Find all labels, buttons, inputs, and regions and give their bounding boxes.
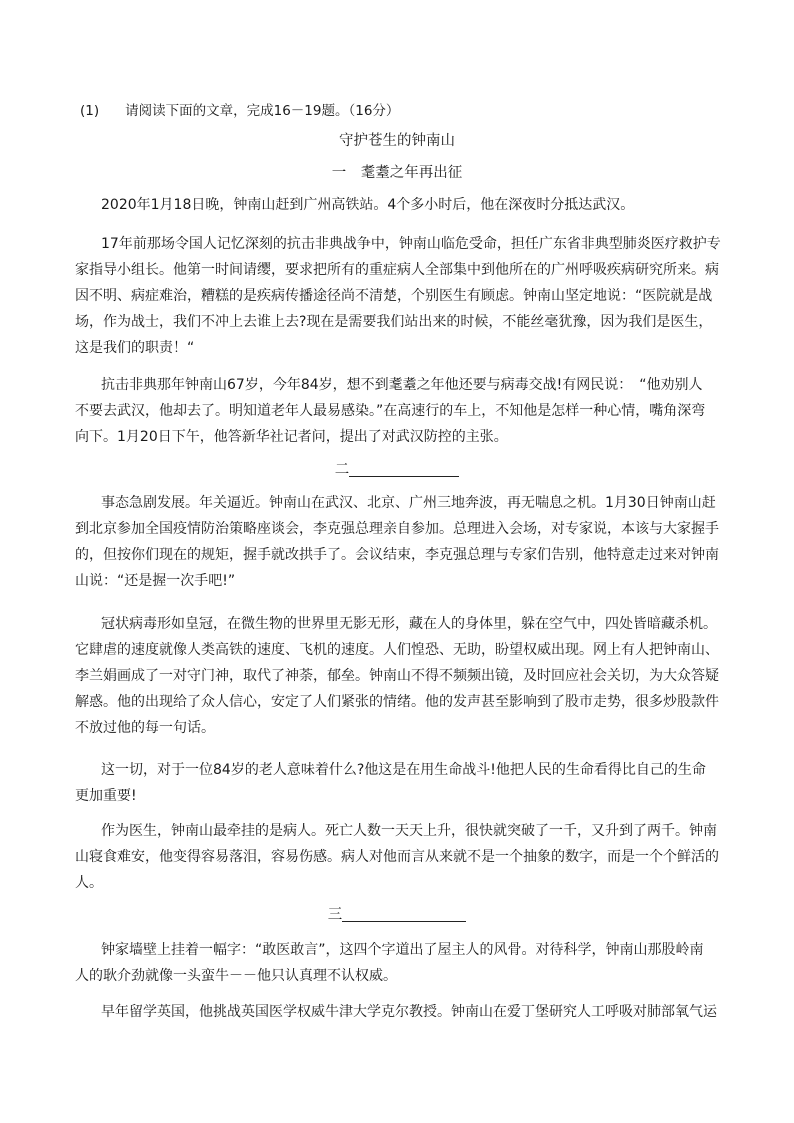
paragraph-line: 解惑。他的出现给了众人信心，安定了人们紧张的情绪。他的发声甚至影响到了股市走势，很多炒股款件	[75, 694, 719, 710]
paragraph-line: 更加重要!	[75, 788, 137, 804]
question-instruction: 请阅读下面的文章，完成16－19题。（16分）	[125, 103, 400, 119]
paragraph-line: 事态急剧发展。年关逼近。钟南山在武汉、北京、广州三地奔波，再无喘息之机。1月30日钟南山赶	[101, 495, 716, 511]
paragraph-line: 山说：“还是握一次手吧!”	[75, 573, 236, 589]
paragraph-line: 冠状病毒形如皇冠，在微生物的世界里无影无形，藏在人的身体里，躲在空气中，四处皆暗藏杀机。	[101, 616, 717, 632]
section-heading-3	[0, 903, 794, 924]
paragraph-line: 17年前那场令国人记忆深刻的抗击非典战争中，钟南山临危受命，担任广东省非典型肺炎医疗救护专	[101, 236, 721, 252]
article-title: 守护苍生的钟南山	[339, 133, 455, 149]
paragraph	[75, 372, 711, 450]
section-heading-1: 一 耄耋之年再出征	[331, 165, 463, 181]
paragraph-line: 人的耿介劲就像一头蛮牛－－他只认真理不认权威。	[75, 968, 397, 984]
paragraph	[101, 192, 711, 218]
paragraph-line: 的，但按你们现在的规矩，握手就改拱手了。会议结束，李克强总理与专家们告别，他特意走过来对钟南	[75, 547, 719, 563]
paragraph-line: 场，作为战士，我们不冲上去谁上去?现在是需要我们站出来的时候，不能丝毫犹豫，因为我们是医生，	[75, 314, 713, 330]
paragraph	[75, 611, 719, 741]
section-heading-3-blank	[342, 906, 466, 922]
paragraph-line: 这是我们的职责！“	[75, 340, 195, 356]
section-heading-2-number: 二	[334, 462, 350, 478]
paragraph	[75, 818, 719, 896]
question-header	[80, 99, 399, 119]
paragraph-line: 李兰娟画成了一对守门神，取代了神荼，郁垒。钟南山不得不频频出镜，及时回应社会关切，为大众答疑	[75, 668, 719, 684]
paragraph-line: 抗击非典那年钟南山67岁，今年84岁，想不到耄耋之年他还要与病毒交战!有网民说： “他劝别人	[101, 377, 703, 393]
paragraph-line: 2020年1月18日晚，钟南山赶到广州高铁站。4个多小时后，他在深夜时分抵达武汉。	[101, 197, 635, 213]
section-heading-3-number: 三	[327, 907, 343, 923]
paragraph-line: 家指导小组长。他第一时间请缨，要求把所有的重症病人全部集中到他所在的广州呼吸疾病研究所来。病	[75, 262, 719, 278]
paragraph-line: 作为医生，钟南山最牵挂的是病人。死亡人数一天天上升，很快就突破了一千，又升到了两千。钟南	[101, 823, 717, 839]
paragraph-line: 人。	[75, 875, 103, 891]
paragraph-line: 这一切，对于一位84岁的老人意味着什么?他这是在用生命战斗!他把人民的生命看得比自己的生命	[101, 762, 706, 778]
paragraph-line: 因不明、病症难治，糟糕的是疾病传播途径尚不清楚，个别医生有顾虑。钟南山坚定地说：“医院就是战	[75, 288, 713, 304]
section-heading-2	[0, 458, 794, 479]
paragraph-line: 不要去武汉，他却去了。明知道老年人最易感染。”在高速行的车上，不知他是怎样一种心情，嘴角深弯	[75, 403, 706, 419]
question-number: (1)	[80, 103, 100, 119]
paragraph-line: 山寝食难安，他变得容易落泪，容易伤感。病人对他而言从来就不是一个抽象的数字，而是一个个鲜活的	[75, 849, 719, 865]
paragraph	[75, 231, 721, 361]
paragraph-line: 不放过他的每一句话。	[75, 720, 215, 736]
paragraph-line: 向下。1月20日下午，他答新华社记者问，提出了对武汉防控的主张。	[75, 429, 508, 445]
paragraph-line: 钟家墙壁上挂着一幅字：“敢医敢言”，这四个字道出了屋主人的风骨。对待科学，钟南山那股岭南	[101, 942, 704, 958]
paragraph	[75, 757, 711, 809]
paragraph-line: 到北京参加全国疫情防治策略座谈会，李克强总理亲自参加。总理进入会场，对专家说，本该与大家握手	[75, 521, 719, 537]
paragraph	[75, 937, 711, 989]
paragraph	[75, 490, 719, 594]
paragraph-line: 早年留学英国，他挑战英国医学权威牛津大学克尔教授。钟南山在爱丁堡研究人工呼吸对肺部氧气运	[101, 1004, 717, 1020]
paragraph	[101, 999, 717, 1025]
section-heading-2-blank	[349, 461, 459, 477]
paragraph-line: 它肆虐的速度就像人类高铁的速度、飞机的速度。人们惶恐、无助，盼望权威出现。网上有人把钟南山、	[75, 642, 719, 658]
